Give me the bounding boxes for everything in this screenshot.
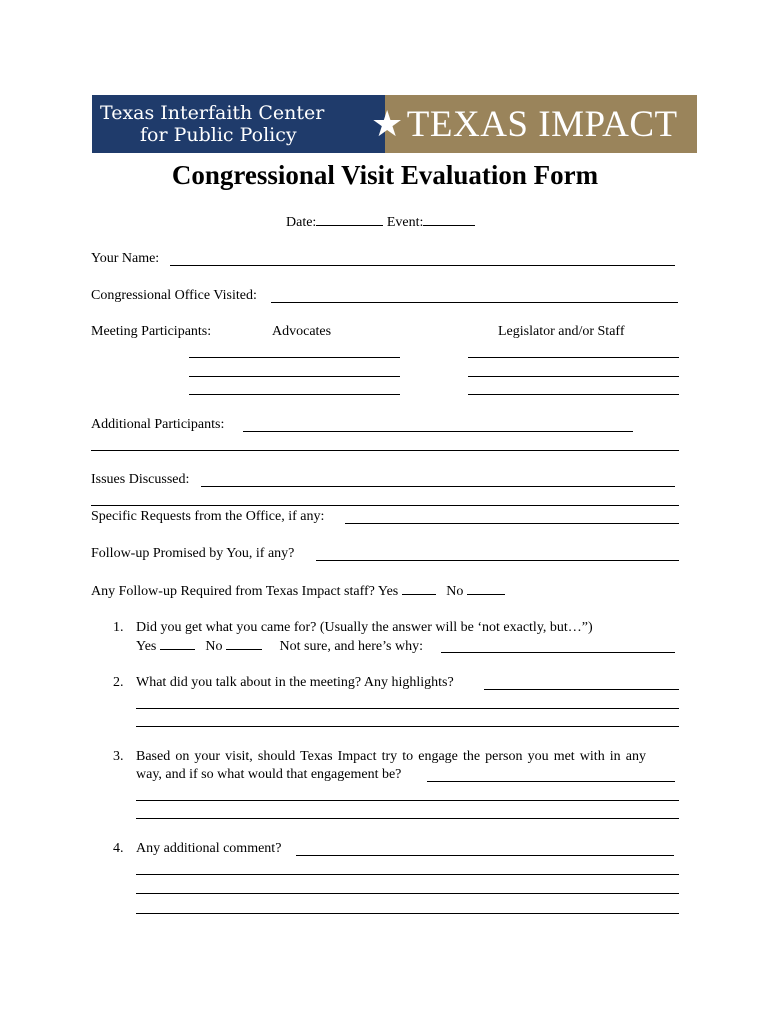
question-2-text: What did you talk about in the meeting? Any highlights? — [136, 675, 454, 690]
q2-field-1[interactable] — [484, 689, 679, 690]
q3-field-1[interactable] — [427, 781, 675, 782]
followup-you-label: Follow-up Promised by You, if any? — [91, 546, 295, 561]
additional-label: Additional Participants: — [91, 417, 225, 432]
office-field[interactable] — [271, 302, 678, 303]
additional-field-2[interactable] — [91, 450, 679, 451]
requests-field[interactable] — [345, 523, 679, 524]
q1-yes-label: Yes — [136, 639, 157, 654]
advocates-heading: Advocates — [272, 324, 332, 339]
q3-field-2[interactable] — [136, 800, 679, 801]
q4-field-1[interactable] — [296, 855, 674, 856]
page-title: Congressional Visit Evaluation Form — [171, 160, 599, 190]
legislator-heading: Legislator and/or Staff — [498, 324, 625, 339]
event-field[interactable] — [423, 213, 475, 226]
brand-block — [371, 95, 697, 153]
header-banner — [92, 95, 697, 153]
org-name-block — [92, 95, 385, 153]
question-3-text: Based on your visit, should Texas Impact try to engage the person you met with in any — [136, 749, 646, 764]
followup-yes-field[interactable] — [402, 582, 436, 595]
advocate-field-2[interactable] — [189, 376, 400, 377]
your-name-label: Your Name: — [91, 251, 160, 266]
event-label: Event: — [386, 215, 424, 230]
staff-field-3[interactable] — [468, 394, 679, 395]
requests-label: Specific Requests from the Office, if any: — [91, 509, 325, 524]
date-field[interactable] — [316, 213, 383, 226]
star-icon: ★ — [371, 104, 404, 144]
advocate-field-1[interactable] — [189, 357, 400, 358]
question-2-number: 2. — [113, 675, 124, 690]
brand-name: TEXAS IMPACT — [406, 103, 678, 145]
office-label: Congressional Office Visited: — [91, 288, 257, 303]
followup-no-field[interactable] — [467, 582, 505, 595]
q1-not-sure-label: Not sure, and here’s why: — [279, 639, 423, 654]
question-3-number: 3. — [113, 749, 124, 764]
followup-you-field[interactable] — [316, 560, 679, 561]
org-name-line2: for Public Policy — [140, 124, 297, 146]
followup-no-label: No — [446, 584, 464, 599]
question-1-text: Did you get what you came for? (Usually the answer will be ‘not exactly, but…”) — [136, 620, 593, 635]
q1-no-label: No — [205, 639, 223, 654]
advocate-field-3[interactable] — [189, 394, 400, 395]
staff-field-1[interactable] — [468, 357, 679, 358]
q1-reason-field[interactable] — [441, 652, 675, 653]
staff-field-2[interactable] — [468, 376, 679, 377]
question-1-answers — [136, 637, 423, 656]
participants-label: Meeting Participants: — [91, 324, 212, 339]
your-name-field[interactable] — [170, 265, 675, 266]
q1-yes-field[interactable] — [160, 637, 195, 650]
q4-field-3[interactable] — [136, 893, 679, 894]
q4-field-2[interactable] — [136, 874, 679, 875]
org-name-line1: Texas Interfaith Center — [100, 102, 325, 124]
date-label: Date: — [286, 215, 317, 230]
question-4-number: 4. — [113, 841, 124, 856]
question-4-text: Any additional comment? — [136, 841, 282, 856]
q2-field-3[interactable] — [136, 726, 679, 727]
q1-no-field[interactable] — [226, 637, 262, 650]
followup-staff-label: Any Follow-up Required from Texas Impact staff? Yes — [91, 584, 399, 599]
followup-staff-row — [91, 582, 505, 601]
q3-field-3[interactable] — [136, 818, 679, 819]
issues-field-2[interactable] — [91, 505, 679, 506]
issues-field-1[interactable] — [201, 486, 675, 487]
issues-label: Issues Discussed: — [91, 472, 190, 487]
q2-field-2[interactable] — [136, 708, 679, 709]
date-event-row — [286, 213, 475, 232]
question-3-text-cont: way, and if so what would that engagement be? — [136, 767, 402, 782]
q4-field-4[interactable] — [136, 913, 679, 914]
additional-field-1[interactable] — [243, 431, 633, 432]
question-1-number: 1. — [113, 620, 124, 635]
